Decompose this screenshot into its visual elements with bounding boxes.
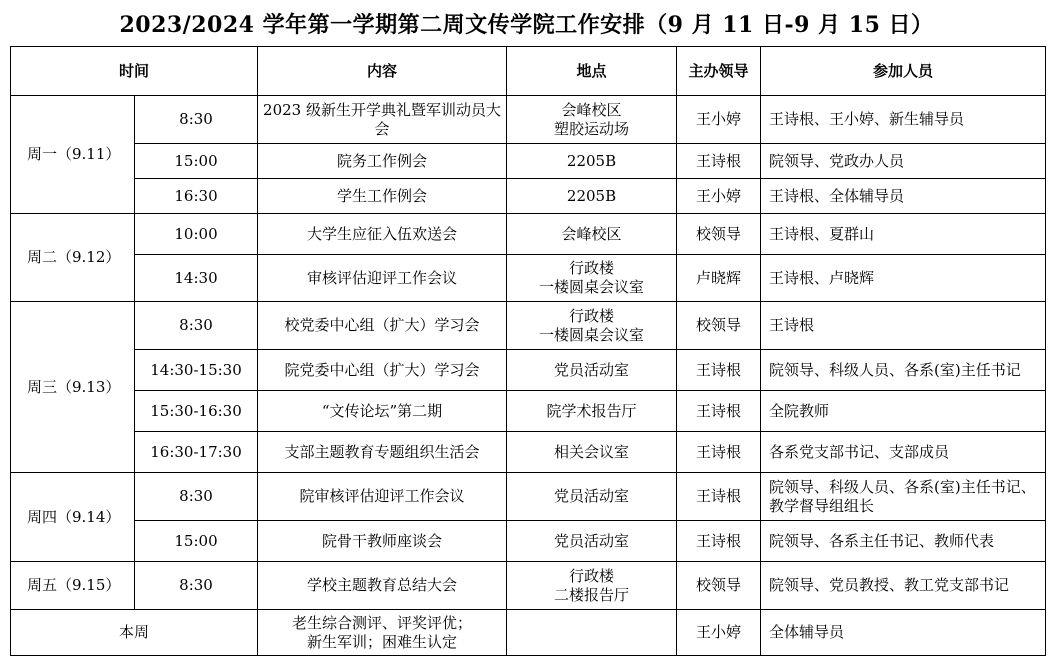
content-cell: 院党委中心组（扩大）学习会 bbox=[258, 350, 507, 391]
content-cell: “文传论坛”第二期 bbox=[258, 391, 507, 432]
location-cell bbox=[507, 302, 677, 350]
time-cell: 8:30 bbox=[135, 302, 258, 350]
day-cell-wed: 周三（9.13） bbox=[11, 302, 135, 473]
host-cell: 王诗根 bbox=[677, 521, 761, 562]
header-content: 内容 bbox=[258, 47, 507, 96]
location-cell: 院学术报告厅 bbox=[507, 391, 677, 432]
time-cell: 8:30 bbox=[135, 562, 258, 610]
content-cell: 院务工作例会 bbox=[258, 144, 507, 179]
participants-cell: 院领导、科级人员、各系(室)主任书记、教学督导组组长 bbox=[761, 473, 1046, 521]
header-row bbox=[11, 47, 1046, 96]
time-cell: 14:30-15:30 bbox=[135, 350, 258, 391]
table-row bbox=[11, 255, 1046, 302]
schedule-table bbox=[10, 46, 1046, 656]
location-line: 二楼报告厅 bbox=[554, 585, 630, 604]
location-cell: 相关会议室 bbox=[507, 432, 677, 473]
location-cell bbox=[507, 255, 677, 302]
table-row bbox=[11, 610, 1046, 656]
host-cell: 校领导 bbox=[677, 302, 761, 350]
content-cell: 院骨干教师座谈会 bbox=[258, 521, 507, 562]
content-cell: 审核评估迎评工作会议 bbox=[258, 255, 507, 302]
time-cell: 14:30 bbox=[135, 255, 258, 302]
location-line: 行政楼 bbox=[569, 306, 615, 325]
host-cell: 王诗根 bbox=[677, 391, 761, 432]
content-cell: 学生工作例会 bbox=[258, 179, 507, 214]
header-location: 地点 bbox=[507, 47, 677, 96]
page-title: 2023/2024 学年第一学期第二周文传学院工作安排（9 月 11 日-9 月 15 日） bbox=[119, 12, 934, 38]
table-row bbox=[11, 302, 1046, 350]
location-cell: 党员活动室 bbox=[507, 350, 677, 391]
participants-cell: 院领导、各系主任书记、教师代表 bbox=[761, 521, 1046, 562]
day-cell-fri: 周五（9.15） bbox=[11, 562, 135, 610]
location-cell: 2205B bbox=[507, 179, 677, 214]
header-participants: 参加人员 bbox=[761, 47, 1046, 96]
table-row bbox=[11, 521, 1046, 562]
location-cell bbox=[507, 610, 677, 656]
host-cell: 校领导 bbox=[677, 214, 761, 255]
time-cell: 8:30 bbox=[135, 96, 258, 144]
table-row bbox=[11, 144, 1046, 179]
participants-cell: 王诗根、全体辅导员 bbox=[761, 179, 1046, 214]
participants-cell: 王诗根 bbox=[761, 302, 1046, 350]
day-cell-thu: 周四（9.14） bbox=[11, 473, 135, 562]
host-cell: 王小婷 bbox=[677, 96, 761, 144]
location-cell: 2205B bbox=[507, 144, 677, 179]
table-row bbox=[11, 432, 1046, 473]
host-cell: 卢晓辉 bbox=[677, 255, 761, 302]
content-line: 新生军训；困难生认定 bbox=[307, 632, 458, 651]
time-cell: 16:30-17:30 bbox=[135, 432, 258, 473]
header-host: 主办领导 bbox=[677, 47, 761, 96]
host-cell: 王小婷 bbox=[677, 610, 761, 656]
time-cell: 15:30-16:30 bbox=[135, 391, 258, 432]
location-line: 塑胶运动场 bbox=[554, 119, 630, 138]
location-cell bbox=[507, 96, 677, 144]
table-row bbox=[11, 562, 1046, 610]
host-cell: 王小婷 bbox=[677, 179, 761, 214]
header-time: 时间 bbox=[11, 47, 258, 96]
location-cell: 会峰校区 bbox=[507, 214, 677, 255]
host-cell: 王诗根 bbox=[677, 144, 761, 179]
table-row bbox=[11, 350, 1046, 391]
content-cell: 校党委中心组（扩大）学习会 bbox=[258, 302, 507, 350]
content-cell: 院审核评估迎评工作会议 bbox=[258, 473, 507, 521]
location-cell: 党员活动室 bbox=[507, 473, 677, 521]
participants-cell: 院领导、科级人员、各系(室)主任书记 bbox=[761, 350, 1046, 391]
participants-cell: 全体辅导员 bbox=[761, 610, 1046, 656]
time-cell: 16:30 bbox=[135, 179, 258, 214]
host-cell: 王诗根 bbox=[677, 432, 761, 473]
table-row bbox=[11, 391, 1046, 432]
participants-cell: 各系党支部书记、支部成员 bbox=[761, 432, 1046, 473]
location-line: 会峰校区 bbox=[561, 100, 622, 119]
time-cell: 8:30 bbox=[135, 473, 258, 521]
day-cell-mon: 周一（9.11） bbox=[11, 96, 135, 214]
location-line: 一楼圆桌会议室 bbox=[539, 325, 645, 344]
participants-cell: 院领导、党政办人员 bbox=[761, 144, 1046, 179]
time-cell: 15:00 bbox=[135, 521, 258, 562]
week-cell: 本周 bbox=[11, 610, 258, 656]
location-line: 行政楼 bbox=[569, 259, 615, 277]
content-cell bbox=[258, 610, 507, 656]
table-row bbox=[11, 473, 1046, 521]
location-cell: 党员活动室 bbox=[507, 521, 677, 562]
location-line: 一楼圆桌会议室 bbox=[539, 278, 645, 296]
time-cell: 15:00 bbox=[135, 144, 258, 179]
participants-cell: 王诗根、夏群山 bbox=[761, 214, 1046, 255]
location-cell bbox=[507, 562, 677, 610]
table-row bbox=[11, 96, 1046, 144]
participants-cell: 王诗根、卢晓辉 bbox=[761, 255, 1046, 302]
content-cell: 学校主题教育总结大会 bbox=[258, 562, 507, 610]
table-row bbox=[11, 179, 1046, 214]
participants-cell: 王诗根、王小婷、新生辅导员 bbox=[761, 96, 1046, 144]
host-cell: 王诗根 bbox=[677, 350, 761, 391]
participants-cell: 全院教师 bbox=[761, 391, 1046, 432]
table-row bbox=[11, 214, 1046, 255]
content-cell: 大学生应征入伍欢送会 bbox=[258, 214, 507, 255]
location-line: 行政楼 bbox=[569, 566, 615, 585]
time-cell: 10:00 bbox=[135, 214, 258, 255]
content-cell: 支部主题教育专题组织生活会 bbox=[258, 432, 507, 473]
host-cell: 校领导 bbox=[677, 562, 761, 610]
content-cell: 2023 级新生开学典礼暨军训动员大会 bbox=[258, 96, 507, 144]
day-cell-tue: 周二（9.12） bbox=[11, 214, 135, 302]
host-cell: 王诗根 bbox=[677, 473, 761, 521]
content-line: 老生综合测评、评奖评优； bbox=[292, 613, 473, 632]
participants-cell: 院领导、党员教授、教工党支部书记 bbox=[761, 562, 1046, 610]
